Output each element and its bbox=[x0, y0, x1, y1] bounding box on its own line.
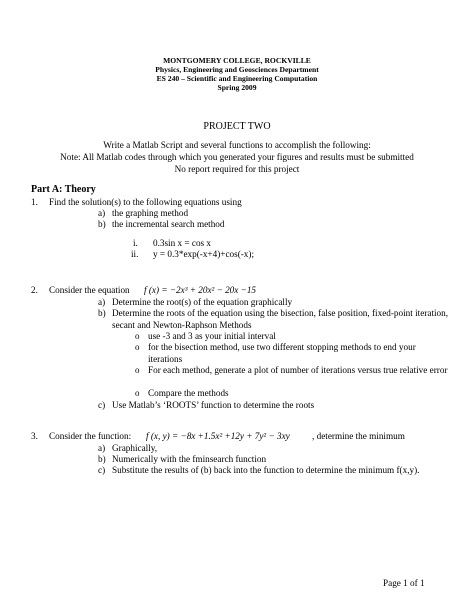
q2-bullet-2: for the bisection method, use two different stopping methods to end your iterations bbox=[148, 342, 416, 364]
page-number: Page 1 of 1 bbox=[383, 578, 425, 588]
question-3-text: Consider the function: bbox=[49, 431, 132, 441]
question-2-text: Consider the equation bbox=[49, 285, 130, 295]
q1-item-b-label: b) bbox=[98, 219, 106, 229]
q2-item-b-text: Determine the roots of the equation using the bisection, false position, fixed-point iteration, secant and Newton-Raphson Methods bbox=[112, 308, 449, 330]
q2-item-c-label: c) bbox=[98, 400, 106, 410]
q2-item-b-label: b) bbox=[98, 308, 106, 318]
intro-line-3: No report required for this project bbox=[174, 164, 300, 174]
circle-bullet-icon: o bbox=[135, 342, 140, 352]
q2-bullet-4: Compare the methods bbox=[148, 388, 229, 398]
circle-bullet-icon: o bbox=[135, 365, 140, 375]
q1-equation-ii-label: ii. bbox=[131, 249, 139, 259]
q3-item-b-text: Numerically with the fminsearch function bbox=[112, 454, 267, 464]
intro-line-2: Note: All Matlab codes through which you generated your figures and results must be submitted bbox=[60, 152, 414, 162]
q3-item-a-label: a) bbox=[98, 443, 106, 453]
q3-item-c-text: Substitute the results of (b) back into the function to determine the minimum f(x,y). bbox=[112, 465, 420, 475]
q1-item-a-label: a) bbox=[98, 208, 106, 218]
semester: Spring 2009 bbox=[217, 83, 257, 92]
q3-item-a-text: Graphically, bbox=[112, 443, 158, 453]
q1-equation-i-label: i. bbox=[133, 238, 138, 248]
question-2-equation: f (x) = −2x³ + 20x² − 20x −15 bbox=[144, 285, 257, 295]
q1-item-b-text: the incremental search method bbox=[112, 219, 225, 229]
q2-item-a-label: a) bbox=[98, 297, 106, 307]
section-heading: Part A: Theory bbox=[31, 184, 96, 195]
q3-item-c-label: c) bbox=[98, 465, 106, 475]
q2-item-a-text: Determine the root(s) of the equation graphically bbox=[112, 297, 293, 307]
q2-bullet-1: use -3 and 3 as your initial interval bbox=[148, 331, 276, 341]
question-1-number: 1. bbox=[31, 197, 38, 207]
college-name: MONTGOMERY COLLEGE, ROCKVILLE bbox=[163, 56, 311, 65]
circle-bullet-icon: o bbox=[135, 331, 140, 341]
question-3-text-post: , determine the minimum bbox=[312, 431, 405, 441]
question-3-equation: f (x, y) = −8x +1.5x² +12y + 7y² − 3xy bbox=[146, 431, 290, 441]
project-title: PROJECT TWO bbox=[203, 121, 271, 132]
department-name: Physics, Engineering and Geosciences Department bbox=[155, 65, 319, 74]
q1-equation-ii: y = 0.3*exp(-x+4)+cos(-x); bbox=[153, 249, 255, 259]
circle-bullet-icon: o bbox=[135, 388, 140, 398]
question-1-text: Find the solution(s) to the following equations using bbox=[49, 197, 242, 207]
q1-item-a-text: the graphing method bbox=[112, 208, 189, 218]
q1-equation-i: 0.3sin x = cos x bbox=[153, 238, 212, 248]
question-3-number: 3. bbox=[31, 431, 38, 441]
q2-item-c-text: Use Matlab’s ‘ROOTS’ function to determine the roots bbox=[112, 400, 315, 410]
q2-bullet-3: For each method, generate a plot of number of iterations versus true relative error bbox=[148, 365, 448, 375]
question-2-number: 2. bbox=[31, 285, 38, 295]
intro-line-1: Write a Matlab Script and several functions to accomplish the following: bbox=[103, 140, 371, 150]
course-name: ES 240 – Scientific and Engineering Computation bbox=[156, 74, 318, 83]
q3-item-b-label: b) bbox=[98, 454, 106, 464]
